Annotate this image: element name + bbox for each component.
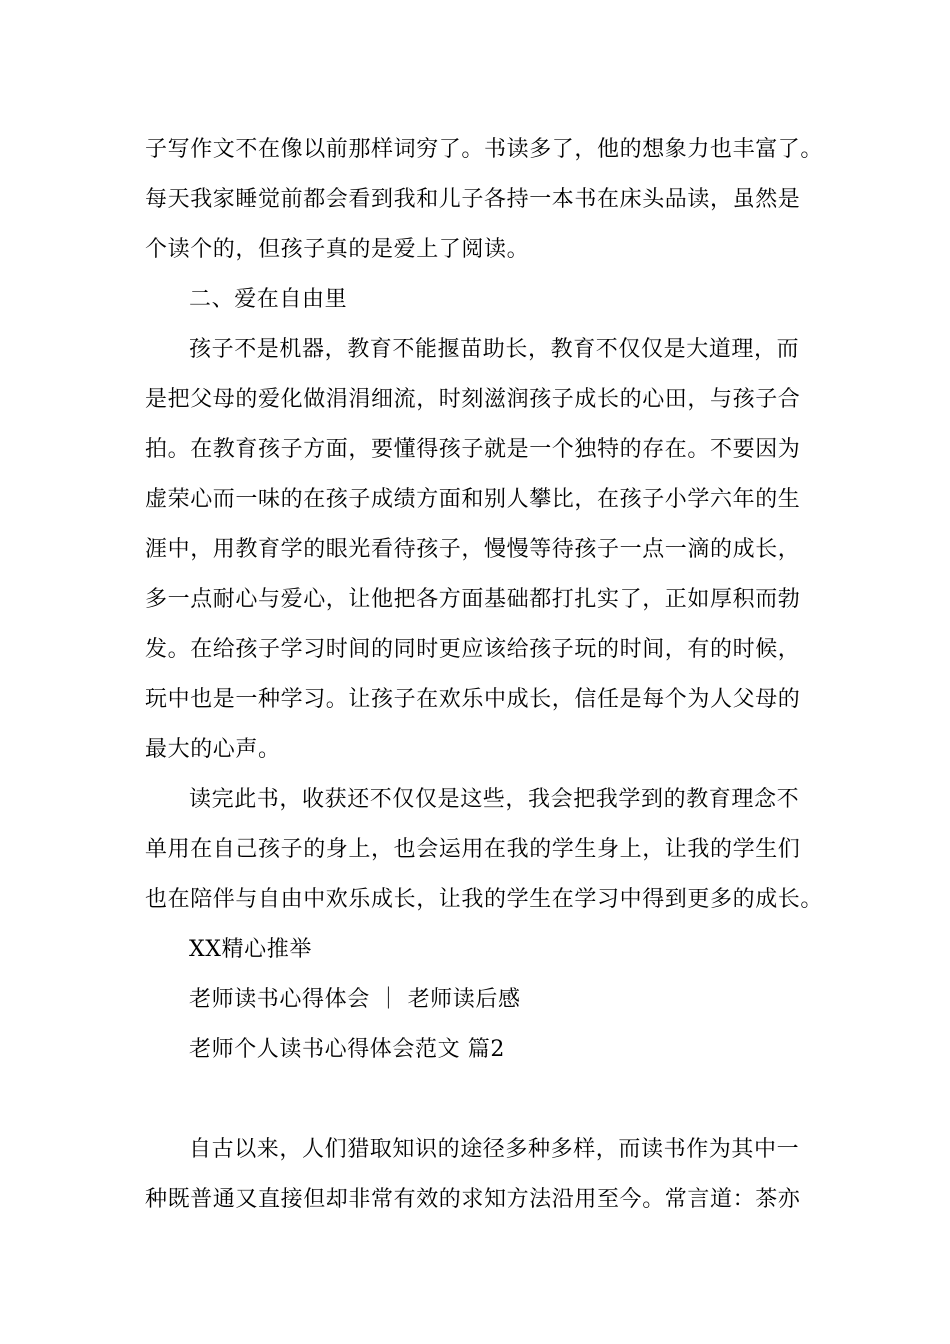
paragraph-line: 最大的心声。 [145,737,281,762]
paragraph-line: 孩子不是机器，教育不能揠苗助长，教育不仅仅是大道理，而 [189,337,800,362]
paragraph-line: 玩中也是一种学习。让孩子在欢乐中成长，信任是每个为人父母的 [145,687,801,712]
paragraph-line: 也在陪伴与自由中欢乐成长，让我的学生在学习中得到更多的成长。 [145,887,824,912]
paragraph-line: 拍。在教育孩子方面，要懂得孩子就是一个独特的存在。不要因为 [145,437,801,462]
section-heading: 二、爱在自由里 [189,287,348,312]
paragraph-line: 读完此书，收获还不仅仅是这些，我会把我学到的教育理念不 [189,787,800,812]
paragraph-line: 子写作文不在像以前那样词穷了。书读多了，他的想象力也丰富了。 [145,137,824,162]
paragraph-line: 种既普通又直接但却非常有效的求知方法沿用至今。常言道：茶亦 [145,1187,801,1212]
related-links: 老师读书心得体会 ｜ 老师读后感 [189,987,521,1012]
article-title: 老师个人读书心得体会范文 篇2 [189,1037,505,1062]
paragraph-line: 每天我家睡觉前都会看到我和儿子各持一本书在床头品读，虽然是 [145,187,801,212]
paragraph-line: 涯中，用教育学的眼光看待孩子，慢慢等待孩子一点一滴的成长， [145,537,801,562]
paragraph-line: 单用在自己孩子的身上，也会运用在我的学生身上，让我的学生们 [145,837,801,862]
paragraph-line: 是把父母的爱化做涓涓细流，时刻滋润孩子成长的心田，与孩子合 [145,387,801,412]
paragraph-line: 发。在给孩子学习时间的同时更应该给孩子玩的时间，有的时候， [145,637,801,662]
paragraph-line: 自古以来，人们猎取知识的途径多种多样，而读书作为其中一 [189,1137,800,1162]
paragraph-line: 多一点耐心与爱心，让他把各方面基础都打扎实了，正如厚积而勃 [145,587,801,612]
paragraph-line: 虚荣心而一味的在孩子成绩方面和别人攀比，在孩子小学六年的生 [145,487,801,512]
recommend-label: XX精心推举 [189,937,312,962]
paragraph-line: 个读个的，但孩子真的是爱上了阅读。 [145,237,530,262]
